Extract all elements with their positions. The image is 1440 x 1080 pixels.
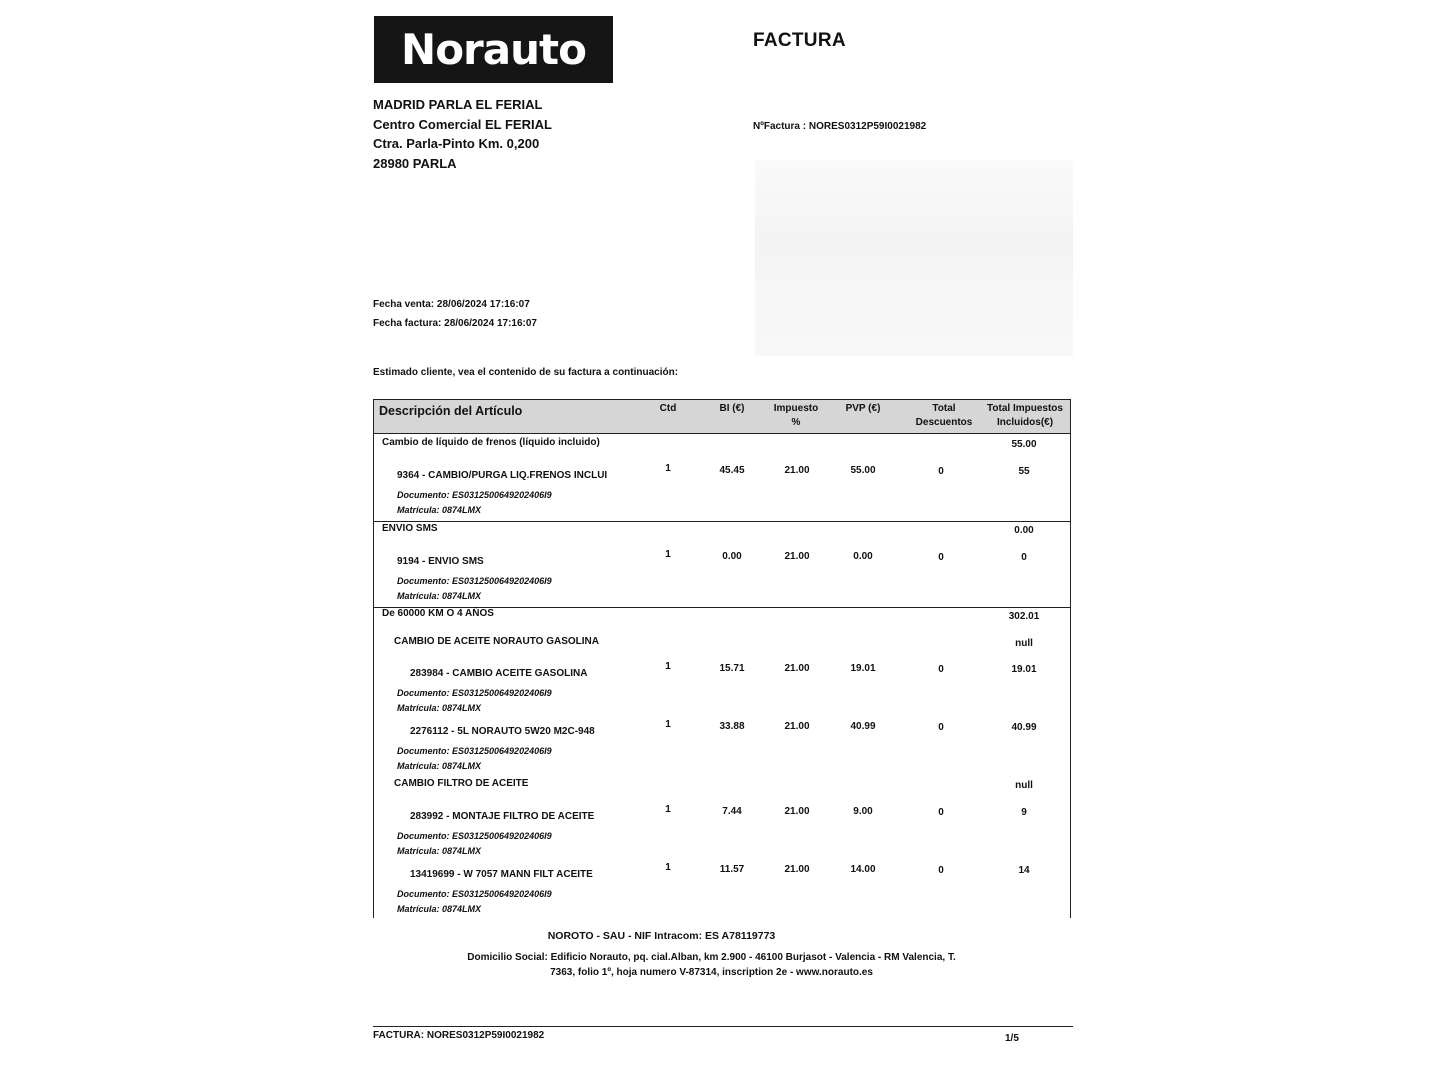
subgroup-total: null	[1015, 638, 1033, 649]
item-bi: 33.88	[719, 721, 745, 732]
subgroup-label: CAMBIO DE ACEITE NORAUTO GASOLINA	[394, 636, 600, 647]
store-address	[373, 95, 552, 173]
item-plate: Matrícula: 0874LMX	[397, 505, 482, 515]
footer-divider	[373, 1026, 1073, 1027]
item-description: 283992 - MONTAJE FILTRO DE ACEITE	[410, 811, 595, 822]
item-ctd: 1	[665, 463, 671, 474]
item-bi: 45.45	[719, 465, 745, 476]
group-total: 0.00	[1014, 525, 1034, 536]
item-bi: 7.44	[722, 806, 742, 817]
store-line: Ctra. Parla-Pinto Km. 0,200	[373, 136, 540, 151]
item-total: 0	[1021, 552, 1027, 563]
item-document: Documento: ES0312500649202406I9	[397, 490, 552, 500]
item-plate: Matrícula: 0874LMX	[397, 703, 482, 713]
item-description: 2276112 - 5L NORAUTO 5W20 M2C-948	[410, 726, 595, 737]
item-pvp: 40.99	[850, 721, 876, 732]
registered-office-line: Domicilio Social: Edificio Norauto, pq. cial.Alban, km 2.900 - 46100 Burjasot - Valencia - RM Valencia, T.	[467, 952, 956, 963]
item-impuesto: 21.00	[784, 864, 810, 875]
item-impuesto: 21.00	[784, 721, 810, 732]
item-impuesto: 21.00	[784, 806, 810, 817]
item-total: 55	[1018, 466, 1030, 477]
item-document: Documento: ES0312500649202406I9	[397, 746, 552, 756]
item-pvp: 19.01	[850, 663, 876, 674]
item-descuento: 0	[938, 466, 944, 477]
item-plate: Matrícula: 0874LMX	[397, 591, 482, 601]
item-document: Documento: ES0312500649202406I9	[397, 688, 552, 698]
item-description: 9194 - ENVIO SMS	[397, 556, 484, 567]
item-pvp: 0.00	[853, 551, 873, 562]
invoice-table	[373, 399, 1071, 918]
header-description: Descripción del Artículo	[379, 404, 523, 418]
subgroup-label: CAMBIO FILTRO DE ACEITE	[394, 778, 529, 789]
item-document: Documento: ES0312500649202406I9	[397, 889, 552, 899]
table-header	[374, 400, 1070, 434]
item-plate: Matrícula: 0874LMX	[397, 761, 482, 771]
footer-invoice-number: FACTURA: NORES0312P59I0021982	[373, 1030, 545, 1041]
company-info: NOROTO - SAU - NIF Intracom: ES A78119773	[547, 930, 776, 942]
item-document: Documento: ES0312500649202406I9	[397, 576, 552, 586]
item-descuento: 0	[938, 722, 944, 733]
sale-date: Fecha venta: 28/06/2024 17:16:07	[373, 299, 530, 310]
item-bi: 15.71	[719, 663, 745, 674]
item-bi: 0.00	[722, 551, 742, 562]
header-total: Total Impuestos Incluidos(€)	[987, 403, 1063, 428]
store-line: 28980 PARLA	[373, 155, 457, 171]
header-descuentos: Total Descuentos	[915, 403, 973, 428]
item-description: 9364 - CAMBIO/PURGA LIQ.FRENOS INCLUI	[397, 470, 608, 481]
item-pvp: 55.00	[850, 465, 876, 476]
item-impuesto: 21.00	[784, 663, 810, 674]
norauto-logo: Norauto	[374, 16, 613, 83]
document-title: FACTURA	[753, 30, 846, 51]
item-ctd: 1	[665, 862, 671, 873]
item-description: 13419699 - W 7057 MANN FILT ACEITE	[410, 869, 593, 880]
group-label: De 60000 KM O 4 AÑOS	[382, 608, 494, 619]
item-descuento: 0	[938, 865, 944, 876]
item-ctd: 1	[665, 719, 671, 730]
registered-office-line: 7363, folio 1º, hoja numero V-87314, inscription 2e - www.norauto.es	[550, 967, 873, 978]
item-ctd: 1	[665, 804, 671, 815]
invoice-number: NºFactura : NORES0312P59I0021982	[753, 121, 927, 132]
item-plate: Matrícula: 0874LMX	[397, 904, 482, 914]
header-ctd: Ctd	[659, 403, 677, 414]
invoice-date: Fecha factura: 28/06/2024 17:16:07	[373, 318, 537, 329]
item-total: 9	[1021, 807, 1027, 818]
redacted-customer-block	[755, 160, 1073, 356]
item-bi: 11.57	[719, 864, 745, 875]
item-total: 14	[1018, 865, 1030, 876]
item-total: 19.01	[1011, 664, 1037, 675]
page-number: 1/5	[1005, 1033, 1019, 1044]
store-line: MADRID PARLA EL FERIAL	[373, 97, 543, 112]
registered-office	[0, 950, 1423, 980]
store-line: Centro Comercial EL FERIAL	[373, 116, 552, 132]
header-bi: BI (€)	[719, 403, 745, 414]
group-total: 302.01	[1008, 611, 1040, 622]
header-impuesto: Impuesto %	[773, 403, 819, 428]
item-descuento: 0	[938, 807, 944, 818]
group-label: ENVIO SMS	[382, 523, 438, 534]
item-description: 283984 - CAMBIO ACEITE GASOLINA	[410, 668, 588, 679]
item-impuesto: 21.00	[784, 465, 810, 476]
subgroup-total: null	[1015, 780, 1033, 791]
item-impuesto: 21.00	[784, 551, 810, 562]
item-ctd: 1	[665, 661, 671, 672]
item-ctd: 1	[665, 549, 671, 560]
item-pvp: 14.00	[850, 864, 876, 875]
header-pvp: PVP (€)	[845, 403, 881, 414]
item-descuento: 0	[938, 664, 944, 675]
item-total: 40.99	[1011, 722, 1037, 733]
group-total: 55.00	[1011, 439, 1037, 450]
item-document: Documento: ES0312500649202406I9	[397, 831, 552, 841]
item-pvp: 9.00	[853, 806, 873, 817]
intro-text: Estimado cliente, vea el contenido de su factura a continuación:	[373, 367, 679, 378]
row-separator	[374, 521, 1070, 522]
group-label: Cambio de líquido de frenos (líquido incluido)	[382, 437, 600, 448]
item-plate: Matrícula: 0874LMX	[397, 846, 482, 856]
item-descuento: 0	[938, 552, 944, 563]
